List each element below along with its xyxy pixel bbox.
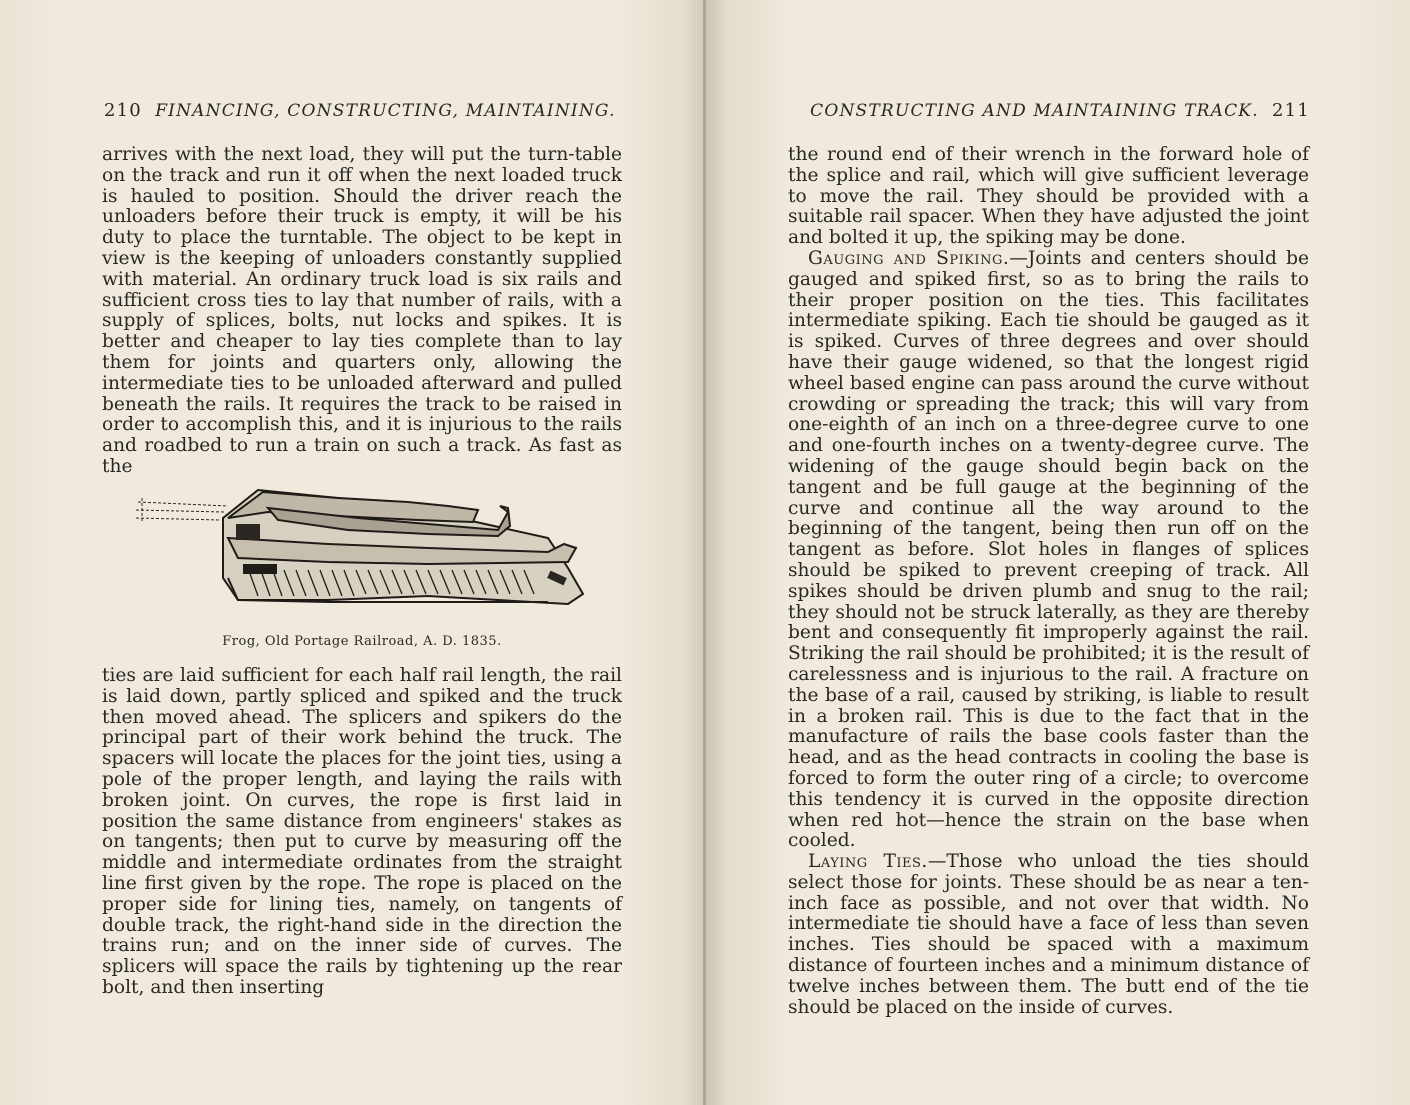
right-paragraph-2 bbox=[788, 249, 1309, 852]
right-text bbox=[788, 145, 1309, 1018]
right-page-number: 211 bbox=[1272, 100, 1310, 121]
left-paragraph-bottom: ties are laid sufficient for each half rail length, the rail is laid down, partly spliced and spiked and the truck then moved ahead. The splicers and spikers do the principal part of their work behind the truck. The spacers will locate the places for the joint ties, using a pole of the proper length, and laying the rails with broken joint. On curves, the rope is first laid in position the same distance from engineers' stakes as on tangents; then put to curve by measuring off the middle and intermediate ordinates from the straight line first given by the rope. The rope is placed on the proper side for lining ties, namely, on tangents of double track, the right-hand side in the direction the trains run; and on the inner side of curves. The splicers will space the rails by tightening up the rear bolt, and then inserting bbox=[102, 665, 622, 998]
right-page bbox=[706, 0, 1410, 1105]
left-text-top bbox=[102, 145, 622, 478]
left-running-head-title: FINANCING, CONSTRUCTING, MAINTAINING. bbox=[155, 101, 616, 121]
right-running-head-title: CONSTRUCTING AND MAINTAINING TRACK. bbox=[810, 101, 1259, 121]
right-paragraph-3 bbox=[788, 852, 1309, 1018]
right-paragraph-2-text: —Joints and centers should be gauged and spiked first, so as to bring the rails to their proper position on the ties. This facilitates intermediate spiking. Each tie should be gauged as it is spiked. Curves of three degrees and over should have their gauge widened, so that the longest rigid wheel based engine can pass around the curve without crowding or spreading the track; this will vary from one-eighth of an inch on a three-degree curve to one and one-fourth inches on a twenty-degree curve. The widening of the gauge should begin back on the tangent and be full gauge at the beginning of the curve and continue all the way around to the beginning of the tangent, being then run off on the tangent as before. Slot holes in flanges of splices should be spiked to prevent creeping of track. All spikes should be driven plumb and snug to the rail; they should not be struck laterally, as they are thereby bent and consequently fit improperly against the rail. Striking the rail should be prohibited; it is the result of carelessness and is injurious to the rail. A fracture on the base of a rail, caused by striking, is liable to result in a broken rail. This is due to the fact that in the manufacture of rails the base cools faster than the head, and as the head contracts in cooling the base is forced to form the outer ring of a circle; to overcome this tendency it is curved in the opposite direction when red hot—hence the strain on the base when cooled. bbox=[788, 247, 1310, 852]
figure-caption: Frog, Old Portage Railroad, A. D. 1835. bbox=[222, 634, 502, 649]
section-heading-gauging: Gauging and Spiking. bbox=[808, 247, 1010, 269]
section-heading-laying-ties: Laying Ties. bbox=[808, 851, 928, 873]
right-running-head bbox=[810, 100, 1310, 121]
left-paragraph-top: arrives with the next load, they will put the turn-table on the track and run it off when the next loaded truck is hauled to position. Should the driver reach the unloaders before their truck is empty, it will be his duty to place the turntable. The object to be kept in view is the keeping of unloaders constantly supplied with material. An ordinary truck load is six rails and sufficient cross ties to lay that number of rails, with a supply of splices, bolts, nut locks and spikes. It is better and cheaper to lay ties complete than to lay them for joints and quarters only, allowing the intermediate ties to be unloaded afterward and pulled beneath the rails. It requires the track to be raised in order to accomplish this, and it is injurious to the rails and roadbed to run a train on such a track. As fast as the bbox=[102, 144, 622, 477]
frog-illustration bbox=[128, 478, 588, 618]
left-running-head bbox=[104, 100, 616, 121]
right-paragraph-1: the round end of their wrench in the forward hole of the splice and rail, which will give sufficient leverage to move the rail. They should be provided with a suitable rail spacer. When they have adjusted the joint and bolted it up, the spiking may be done. bbox=[788, 144, 1309, 249]
left-text-bottom bbox=[102, 666, 622, 999]
right-paragraph-3-text: —Those who unload the ties should select those for joints. These should be as near a ten-inch face as possible, and not over that width. No intermediate tie should have a face of less than seven inches. Ties should be spaced with a maximum distance of fourteen inches and a minimum distance of twelve inches between them. The butt end of the tie should be placed on the inside of curves. bbox=[788, 851, 1309, 1018]
left-page-number: 210 bbox=[104, 100, 142, 121]
